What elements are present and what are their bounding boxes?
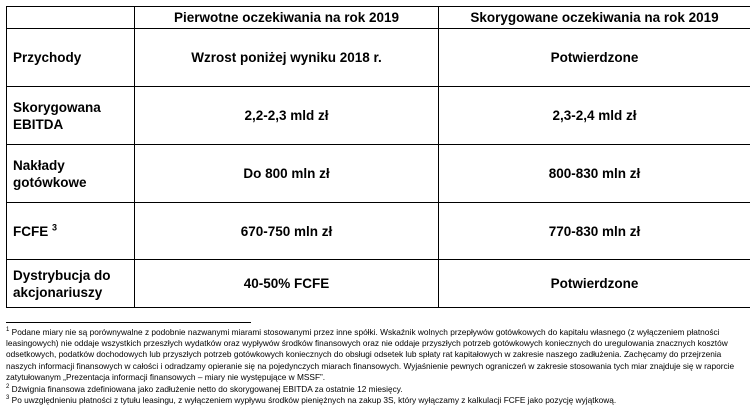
revised-value: Potwierdzone	[439, 29, 750, 87]
row-label: Dystrybucja do akcjonariuszy	[7, 260, 135, 308]
table-row	[7, 29, 750, 87]
header-empty	[7, 7, 135, 29]
footnote-text: Po uwzględnieniu płatności z tytułu leasingu, z wyłączeniem wypływu środków pieniężnych na zakup 3S, który wyłączamy z kalkulacji FCFE jako pozycję wyjątkową.	[11, 395, 617, 405]
original-value: Do 800 mln zł	[135, 145, 439, 203]
table-header-row	[7, 7, 750, 29]
footnote-ref: 3	[52, 222, 58, 232]
header-revised-expectations: Skorygowane oczekiwania na rok 2019	[439, 7, 750, 29]
table-row	[7, 203, 750, 260]
original-value: 40-50% FCFE	[135, 260, 439, 308]
row-label-text: FCFE	[13, 223, 49, 239]
revised-value: 2,3-2,4 mld zł	[439, 87, 750, 145]
table-row	[7, 145, 750, 203]
footnote-number: 1	[6, 327, 10, 334]
footnote-text: Dźwignia finansowa zdefiniowana jako zadłużenie netto do skorygowanej EBITDA za ostatnie 12 miesięcy.	[11, 384, 403, 394]
table-row	[7, 260, 750, 308]
footnote-2	[6, 384, 746, 395]
revised-value: 770-830 mln zł	[439, 203, 750, 260]
footnote-divider	[6, 322, 251, 323]
footnote-3	[6, 395, 746, 406]
row-label: Skorygowana EBITDA	[7, 87, 135, 145]
footnote-number: 3	[6, 395, 10, 402]
revised-value: 800-830 mln zł	[439, 145, 750, 203]
footnote-1	[6, 327, 746, 383]
footnote-text: Podane miary nie są porównywalne z podobnie nazwanymi miarami stosowanymi przez inne spółki. Wskaźnik wolnych przepływów gotówkowych do kapitału własnego (z wyłączeniem płatności leasingowych) nie oddaje wszystkich przeszłych wydatków oraz wypływów środków finansowych oraz nie oddaje przyszłych potrzeb gotówkowych koniecznych do uregulowania znacznych kosztów odsetkowych, podatków dochodowych lub przyszłych potrzeb gotówkowych koniecznych do obsługi odsetek lub spłaty rat kapitałowych w zakresie naszego zadłużenia. Zachęcamy do przejrzenia naszych informacji finansowych w całości i odradzamy opieranie się na pojedynczych miarach finansowych. Wyjaśnienie pewnych ograniczeń w zakresie stosowania tych miar znajduje się w raporcie zatytułowanym „Prezentacja informacji finansowych – miary nie występujące w MSSF”.	[6, 327, 735, 382]
row-label	[7, 203, 135, 260]
original-value: Wzrost poniżej wyniku 2018 r.	[135, 29, 439, 87]
row-label: Przychody	[7, 29, 135, 87]
revised-value: Potwierdzone	[439, 260, 750, 308]
original-value: 2,2-2,3 mld zł	[135, 87, 439, 145]
original-value: 670-750 mln zł	[135, 203, 439, 260]
guidance-table	[6, 6, 750, 308]
row-label: Nakłady gotówkowe	[7, 145, 135, 203]
footnote-number: 2	[6, 384, 10, 391]
table-row	[7, 87, 750, 145]
header-original-expectations: Pierwotne oczekiwania na rok 2019	[135, 7, 439, 29]
